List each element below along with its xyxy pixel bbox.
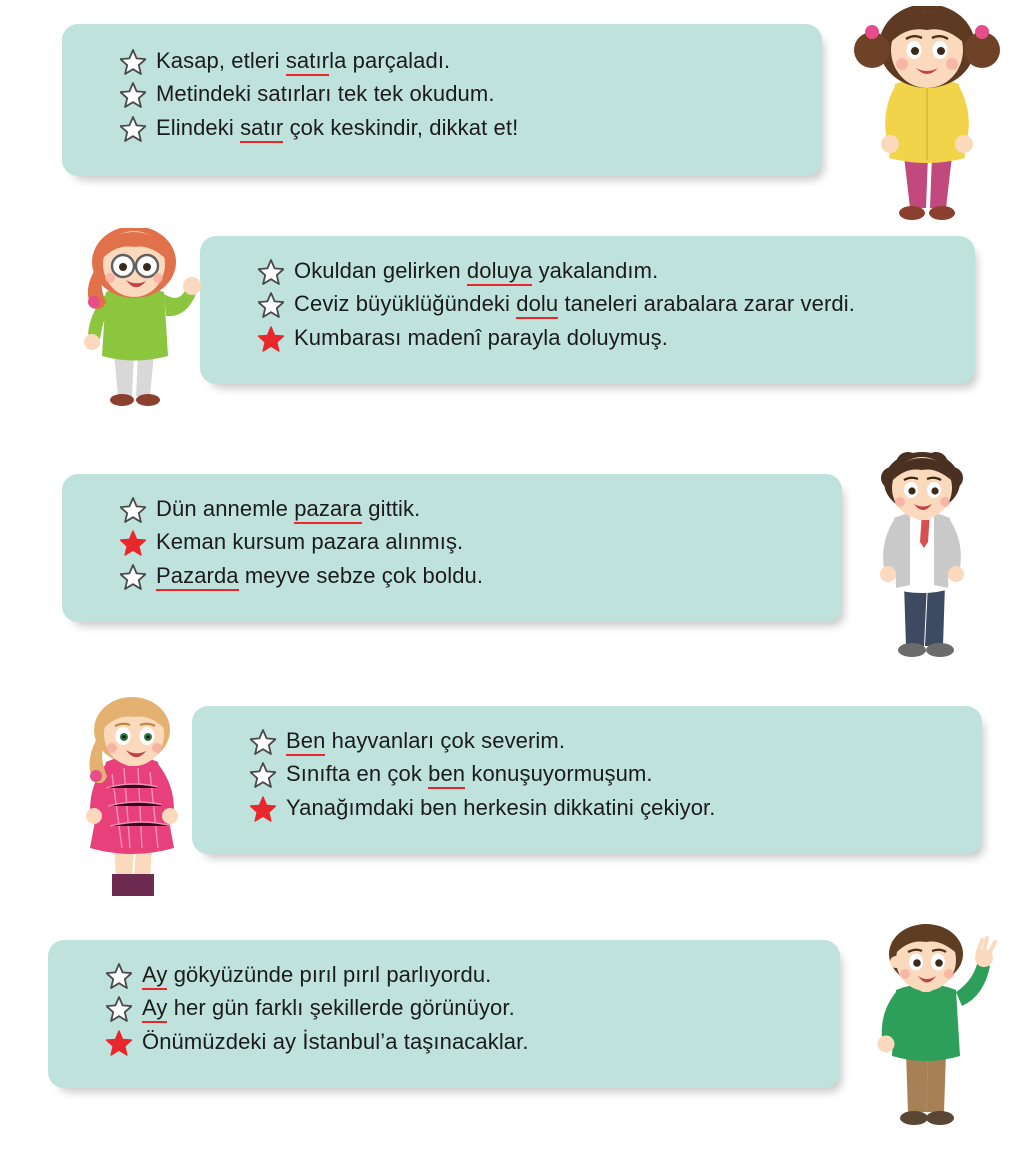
sentence-text xyxy=(142,1025,529,1058)
sentence-text xyxy=(156,111,518,144)
sentence-line xyxy=(120,525,824,558)
underlined-word: doluya xyxy=(467,258,532,286)
plain-text: la parçaladı. xyxy=(329,48,451,73)
sentence-line xyxy=(258,287,957,320)
plain-text: Kasap, etleri xyxy=(156,48,286,73)
character-girl-with-pigtails xyxy=(832,6,1002,228)
star-outline-icon xyxy=(106,963,132,989)
underlined-word: Ay xyxy=(142,962,167,990)
plain-text: her gün farklı şekillerde görünüyor. xyxy=(167,995,515,1021)
star-filled-icon xyxy=(250,796,276,822)
plain-text: gökyüzünde pırıl pırıl parlıyordu. xyxy=(167,962,492,987)
underlined-word: Ay xyxy=(142,995,167,1023)
character-boy-with-vest xyxy=(846,452,996,672)
sentence-text xyxy=(286,791,715,824)
plain-text: Sınıfta en çok xyxy=(286,761,429,787)
sentence-line xyxy=(258,321,957,354)
star-outline-icon xyxy=(120,82,146,108)
star-outline-icon xyxy=(258,292,284,318)
plain-text: Keman kursum pazara alınmış. xyxy=(156,529,464,555)
sentence-line xyxy=(120,559,824,592)
underlined-word: satır xyxy=(286,48,329,76)
star-filled-icon xyxy=(106,1030,132,1056)
sentence-text xyxy=(286,757,653,790)
star-filled-icon xyxy=(120,530,146,556)
star-outline-icon xyxy=(250,762,276,788)
sentence-text xyxy=(142,958,491,991)
sentence-line xyxy=(120,111,804,144)
underlined-word: Ben xyxy=(286,728,325,756)
underlined-word: ben xyxy=(428,761,465,789)
sentence-text xyxy=(286,724,565,757)
sentence-line xyxy=(120,77,804,110)
plain-text: Önümüzdeki ay İstanbul’a taşınacaklar. xyxy=(142,1028,529,1054)
plain-text: Okuldan gelirken xyxy=(294,258,467,283)
plain-text: konuşuyormuşum. xyxy=(465,761,653,787)
character-boy-waving-green xyxy=(840,922,1000,1137)
star-outline-icon xyxy=(120,49,146,75)
sentence-line xyxy=(120,492,824,525)
star-outline-icon xyxy=(106,996,132,1022)
underlined-word: satır xyxy=(240,115,283,143)
plain-text: meyve sebze çok boldu. xyxy=(238,562,484,588)
sentence-line xyxy=(120,44,804,77)
sentence-line xyxy=(258,254,957,287)
sentence-line xyxy=(250,724,964,757)
sentence-line xyxy=(106,1025,822,1058)
plain-text: Elindeki xyxy=(156,114,241,140)
plain-text: taneleri arabalara zarar verdi. xyxy=(558,291,855,317)
sentence-line xyxy=(106,958,822,991)
sentence-line xyxy=(250,791,964,824)
star-outline-icon xyxy=(120,497,146,523)
sentence-line xyxy=(106,991,822,1024)
sentence-text xyxy=(142,991,515,1024)
plain-text: Yanağımdaki ben herkesin dikkatini çekiyor. xyxy=(286,794,716,820)
underlined-word: Pazarda xyxy=(156,563,239,591)
plain-text: Metindeki satırları tek tek okudum. xyxy=(156,81,495,107)
speech-bubble-1 xyxy=(62,24,822,176)
star-outline-icon xyxy=(250,729,276,755)
plain-text: yakalandım. xyxy=(532,258,659,283)
star-outline-icon xyxy=(120,564,146,590)
plain-text: hayvanları çok severim. xyxy=(325,728,566,753)
plain-text: Kumbarası madenî parayla doluymuş. xyxy=(294,324,668,350)
sentence-text xyxy=(156,559,483,592)
speech-bubble-2 xyxy=(200,236,975,384)
underlined-word: pazara xyxy=(294,496,362,524)
speech-bubble-3 xyxy=(62,474,842,622)
sentence-text xyxy=(156,77,495,110)
sentence-text xyxy=(156,44,450,77)
star-outline-icon xyxy=(120,116,146,142)
bubble-5-lines xyxy=(66,954,822,1058)
speech-bubble-5 xyxy=(48,940,840,1088)
sentence-text xyxy=(294,321,668,354)
plain-text: çok keskindir, dikkat et! xyxy=(283,114,519,140)
sentence-text xyxy=(294,254,658,287)
star-outline-icon xyxy=(258,259,284,285)
sentence-line xyxy=(250,757,964,790)
character-girl-with-glasses xyxy=(52,228,212,418)
plain-text: Ceviz büyüklüğündeki xyxy=(294,291,517,317)
star-filled-icon xyxy=(258,326,284,352)
underlined-word: dolu xyxy=(516,291,558,319)
bubble-3-lines xyxy=(80,488,824,592)
bubble-4-lines xyxy=(210,720,964,824)
sentence-text xyxy=(156,492,420,525)
bubble-1-lines xyxy=(80,38,804,144)
plain-text: gittik. xyxy=(362,496,421,521)
bubble-2-lines xyxy=(218,250,957,354)
speech-bubble-4 xyxy=(192,706,982,854)
sentence-text xyxy=(156,525,463,558)
character-girl-in-pink-dress xyxy=(56,696,206,911)
sentence-text xyxy=(294,287,855,320)
plain-text: Dün annemle xyxy=(156,496,295,521)
